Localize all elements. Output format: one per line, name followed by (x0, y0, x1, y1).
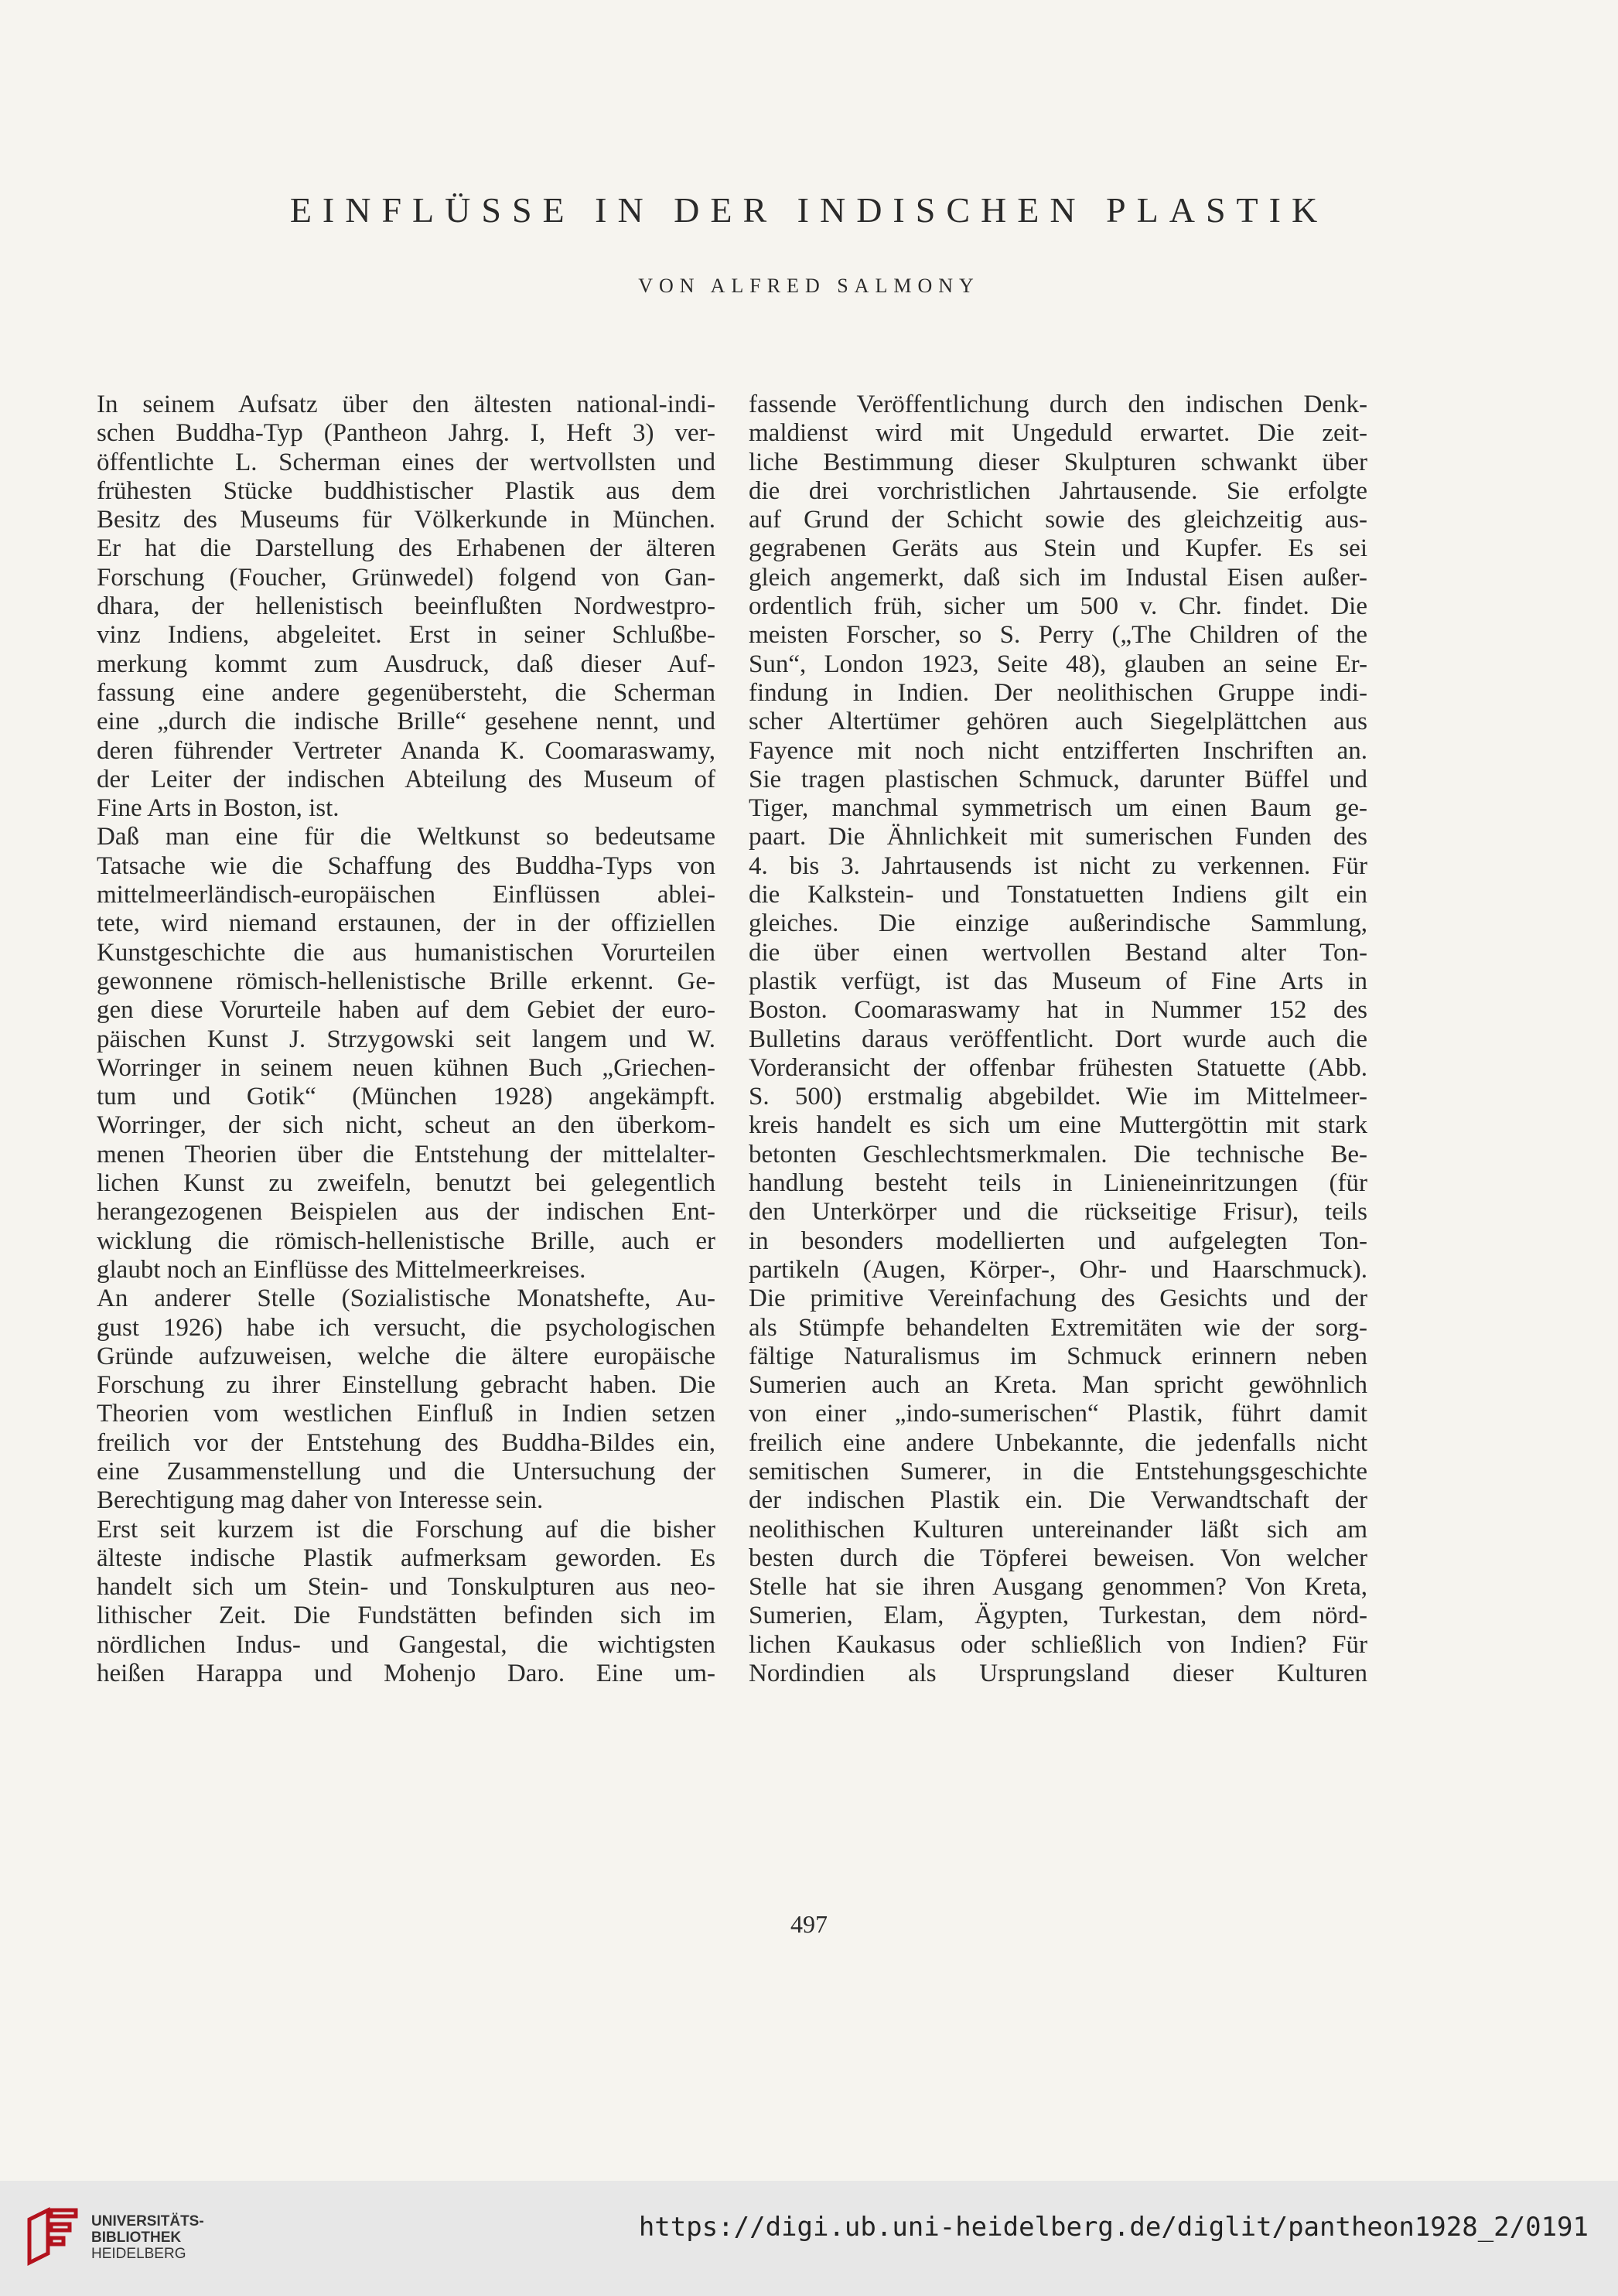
text-line: tum und Gotik“ (München 1928) angekämpft. (97, 1083, 715, 1111)
text-line: Gründe aufzuweisen, welche die ältere europäische (97, 1342, 715, 1370)
text-line: fassende Veröffentlichung durch den indischen Denk- (749, 391, 1367, 418)
text-line: Kunstgeschichte die aus humanistischen Vorurteilen (97, 938, 715, 967)
text-line: freilich eine andere Unbekannte, die jedenfalls nicht (749, 1428, 1367, 1457)
text-line: gust 1926) habe ich versucht, die psychologischen (97, 1313, 715, 1342)
text-line: von einer „indo-sumerischen“ Plastik, führt damit (749, 1400, 1367, 1428)
article-byline: VON ALFRED SALMONY (638, 275, 980, 297)
text-line: kreis handelt es sich um eine Muttergöttin mit stark (749, 1111, 1367, 1140)
text-line: Sumerien, Elam, Ägypten, Turkestan, dem nörd- (749, 1602, 1367, 1630)
text-line: dhara, der hellenistisch beeinflußten Nordwestpro- (97, 592, 715, 621)
text-line: päischen Kunst J. Strzygowski seit langem und W. (97, 1025, 715, 1053)
text-line: die drei vorchristlichen Jahrtausende. Sie erfolgte (749, 476, 1367, 505)
article-title: EINFLÜSSE IN DER INDISCHEN PLASTIK (289, 190, 1329, 230)
text-line: eine „durch die indische Brille“ gesehene nennt, und (97, 708, 715, 736)
text-line: lichen Kaukasus oder schließlich von Indien? Für (749, 1630, 1367, 1659)
text-line: Forschung (Foucher, Grünwedel) folgend von Gan- (97, 563, 715, 592)
text-line: mittelmeerländisch-europäischen Einflüssen ablei- (97, 881, 715, 909)
text-line: handlung besteht teils in Linieneinritzungen (für (749, 1169, 1367, 1198)
text-line: Worringer, der sich nicht, scheut an den überkom- (97, 1111, 715, 1140)
text-line: öffentlichte L. Scherman eines der wertvollsten und (97, 448, 715, 476)
text-line: Nordindien als Ursprungsland dieser Kulturen (749, 1660, 1367, 1688)
left-text-column (97, 391, 715, 1688)
text-line: maldienst wird mit Ungeduld erwartet. Die zeit- (749, 419, 1367, 448)
text-line: fassung eine andere gegenübersteht, die Scherman (97, 678, 715, 707)
text-line: in besonders modellierten und aufgelegten Ton- (749, 1226, 1367, 1255)
text-line: Tatsache wie die Schaffung des Buddha-Typs von (97, 851, 715, 880)
text-line: der indischen Plastik ein. Die Verwandtschaft der (749, 1486, 1367, 1515)
text-line: partikeln (Augen, Körper-, Ohr- und Haarschmuck). (749, 1255, 1367, 1284)
text-line: betonten Geschlechtsmerkmalen. Die technische Be- (749, 1140, 1367, 1168)
text-line: lithischer Zeit. Die Fundstätten befinden sich im (97, 1602, 715, 1630)
text-line: lichen Kunst zu zweifeln, benutzt bei gelegentlich (97, 1169, 715, 1198)
text-line: gen diese Vorurteile haben auf dem Gebiet der euro- (97, 996, 715, 1025)
text-line: Tiger, manchmal symmetrisch um einen Baum ge- (749, 794, 1367, 823)
text-line: die Kalkstein- und Tonstatuetten Indiens gilt ein (749, 881, 1367, 909)
text-line: Berechtigung mag daher von Interesse sein. (97, 1486, 544, 1515)
text-line: frühesten Stücke buddhistischer Plastik aus dem (97, 476, 715, 505)
text-line: der Leiter der indischen Abteilung des Museum of (97, 765, 715, 793)
text-line: S. 500) erstmalig abgebildet. Wie im Mittelmeer- (749, 1083, 1367, 1111)
text-line: gewonnene römisch-hellenistische Brille erkennt. Ge- (97, 967, 715, 995)
right-text-column (749, 391, 1367, 1688)
library-name-line: UNIVERSITÄTS- (91, 2213, 204, 2229)
text-line: als Stümpfe behandelten Extremitäten wie der sorg- (749, 1313, 1367, 1342)
text-line: plastik verfügt, ist das Museum of Fine Arts in (749, 967, 1367, 995)
text-line: Forschung zu ihrer Einstellung gebracht haben. Die (97, 1371, 715, 1400)
footer-bar (0, 2181, 1618, 2296)
text-line: handelt sich um Stein- und Tonskulpturen aus neo- (97, 1573, 715, 1602)
text-line: scher Altertümer gehören auch Siegelplättchen aus (749, 708, 1367, 736)
text-line: merkung kommt zum Ausdruck, daß dieser Auf- (97, 650, 715, 678)
text-line: liche Bestimmung dieser Skulpturen schwankt über (749, 448, 1367, 476)
text-line: semitischen Sumerer, in die Entstehungsgeschichte (749, 1457, 1367, 1486)
text-line: vinz Indiens, abgeleitet. Erst in seiner Schlußbe- (97, 621, 715, 650)
text-line: Fine Arts in Boston, ist. (97, 794, 340, 823)
text-line: 4. bis 3. Jahrtausends ist nicht zu verkennen. Für (749, 851, 1367, 880)
library-name-line: BIBLIOTHEK (91, 2229, 182, 2246)
text-line: Erst seit kurzem ist die Forschung auf die bisher (97, 1515, 715, 1544)
text-line: gleiches. Die einzige außerindische Sammlung, (749, 909, 1367, 938)
text-line: eine Zusammenstellung und die Untersuchung der (97, 1457, 715, 1486)
text-line: Sun“, London 1923, Seite 48), glauben an seine Er- (749, 650, 1367, 678)
text-line: gleich angemerkt, daß sich im Industal Eisen außer- (749, 563, 1367, 592)
library-name (91, 2213, 204, 2262)
text-line: meisten Forscher, so S. Perry („The Children of the (749, 621, 1367, 650)
text-line: wicklung die römisch-hellenistische Brille, auch er (97, 1226, 715, 1255)
library-logo-icon (22, 2206, 84, 2267)
text-line: paart. Die Ähnlichkeit mit sumerischen Funden des (749, 823, 1367, 851)
text-line: In seinem Aufsatz über den ältesten national-indi- (97, 391, 715, 418)
text-line: An anderer Stelle (Sozialistische Monatshefte, Au- (97, 1284, 715, 1313)
text-line: deren führender Vertreter Ananda K. Coomaraswamy, (97, 736, 715, 765)
text-line: nördlichen Indus- und Gangestal, die wichtigsten (97, 1630, 715, 1659)
text-line: die über einen wertvollen Bestand alter Ton- (749, 938, 1367, 967)
text-line: findung in Indien. Der neolithischen Gruppe indi- (749, 678, 1367, 707)
text-line: Theorien vom westlichen Einfluß in Indien setzen (97, 1400, 715, 1428)
text-line: Vorderansicht der offenbar frühesten Statuette (Abb. (749, 1053, 1367, 1082)
text-line: schen Buddha-Typ (Pantheon Jahrg. I, Heft 3) ver- (97, 419, 715, 448)
library-name-line: HEIDELBERG (91, 2246, 186, 2262)
text-line: ordentlich früh, sicher um 500 v. Chr. findet. Die (749, 592, 1367, 621)
text-line: Besitz des Museums für Völkerkunde in München. (97, 506, 715, 534)
text-line: Er hat die Darstellung des Erhabenen der älteren (97, 534, 715, 563)
text-line: herangezogenen Beispielen aus der indischen Ent- (97, 1198, 715, 1226)
text-line: Stelle hat sie ihren Ausgang genommen? Von Kreta, (749, 1573, 1367, 1602)
text-line: den Unterkörper und die rückseitige Frisur), teils (749, 1198, 1367, 1226)
text-line: Die primitive Vereinfachung des Gesichts und der (749, 1284, 1367, 1313)
text-line: tete, wird niemand erstaunen, der in der offiziellen (97, 909, 715, 938)
text-line: menen Theorien über die Entstehung der mittelalter- (97, 1140, 715, 1168)
text-line: heißen Harappa und Mohenjo Daro. Eine um- (97, 1660, 715, 1688)
text-line: Fayence mit noch nicht entzifferten Inschriften an. (749, 736, 1367, 765)
text-line: besten durch die Töpferei beweisen. Von welcher (749, 1544, 1367, 1572)
text-line: älteste indische Plastik aufmerksam geworden. Es (97, 1544, 715, 1572)
text-line: Daß man eine für die Weltkunst so bedeutsame (97, 823, 715, 851)
text-line: Bulletins daraus veröffentlicht. Dort wurde auch die (749, 1025, 1367, 1053)
text-line: Sumerien auch an Kreta. Man spricht gewöhnlich (749, 1371, 1367, 1400)
text-line: freilich vor der Entstehung des Buddha-Bildes ein, (97, 1428, 715, 1457)
source-url-link[interactable]: https://digi.ub.uni-heidelberg.de/diglit/pantheon1928_2/0191 (638, 2212, 1589, 2243)
text-line: Sie tragen plastischen Schmuck, darunter Büffel und (749, 765, 1367, 793)
text-line: fältige Naturalismus im Schmuck erinnern neben (749, 1342, 1367, 1370)
page-number: 497 (790, 1910, 828, 1938)
text-line: Boston. Coomaraswamy hat in Nummer 152 des (749, 996, 1367, 1025)
text-line: neolithischen Kulturen untereinander läßt sich am (749, 1515, 1367, 1544)
text-line: auf Grund der Schicht sowie des gleichzeitig aus- (749, 506, 1367, 534)
text-line: glaubt noch an Einflüsse des Mittelmeerkreises. (97, 1255, 586, 1284)
text-line: Worringer in seinem neuen kühnen Buch „Griechen- (97, 1053, 715, 1082)
text-line: gegrabenen Geräts aus Stein und Kupfer. Es sei (749, 534, 1367, 563)
